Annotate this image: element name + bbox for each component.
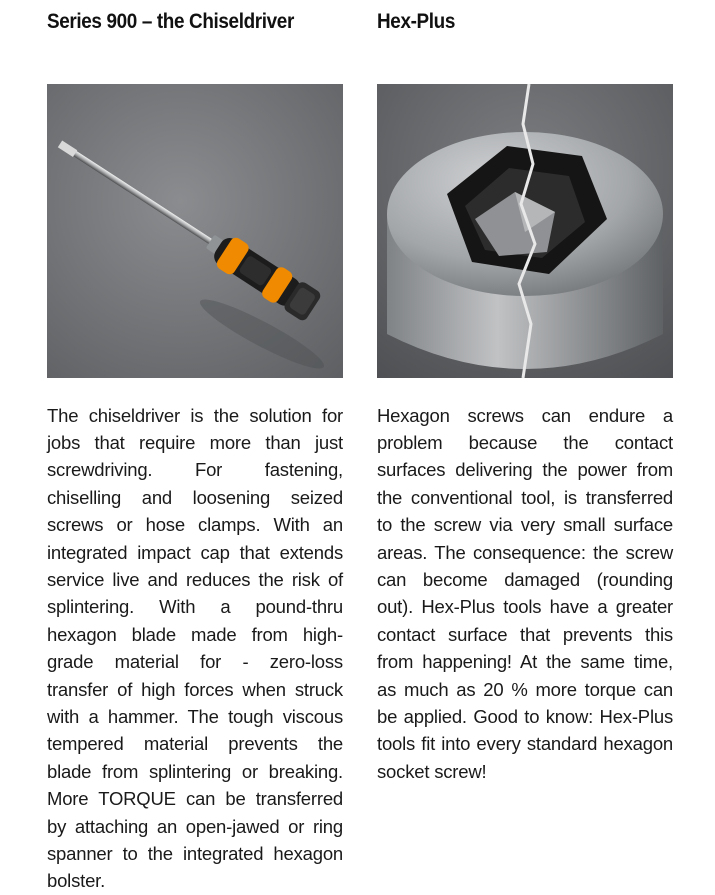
hex-plus-photo (377, 84, 673, 378)
hex-plus-heading: Hex-Plus (377, 10, 456, 33)
hex-plus-description: Hexagon screws can endure a problem because the contact surfaces delivering the power from the conventional tool, is transferred to the screw via very small surface areas. The consequence: the screw can become damaged (rounding out). Hex-Plus tools have a greater contact surface that prevents this from happening! At the same time, as much as 20 % more torque can be applied. Good to know: Hex-Plus tools fit into every standard hexagon socket screw! (377, 404, 673, 782)
chiseldriver-description: The chiseldriver is the solution for jobs that require more than just screwdriving. For fastening, chiselling and loosening seized screws or hose clamps. With an integrated impact cap that extends service live and reduces the risk of splintering. With a pound-thru hexagon blade made from high-grade material for - zero-loss transfer of high forces when struck with a hammer. The tough viscous tempered material prevents the blade from splintering or breaking. More TORQUE can be transferred by attaching an open-jawed or ring spanner to the integrated hexagon bolster. (47, 404, 343, 892)
chiseldriver-photo (47, 84, 343, 378)
chiseldriver-heading: Series 900 – the Chiseldriver (47, 10, 294, 33)
